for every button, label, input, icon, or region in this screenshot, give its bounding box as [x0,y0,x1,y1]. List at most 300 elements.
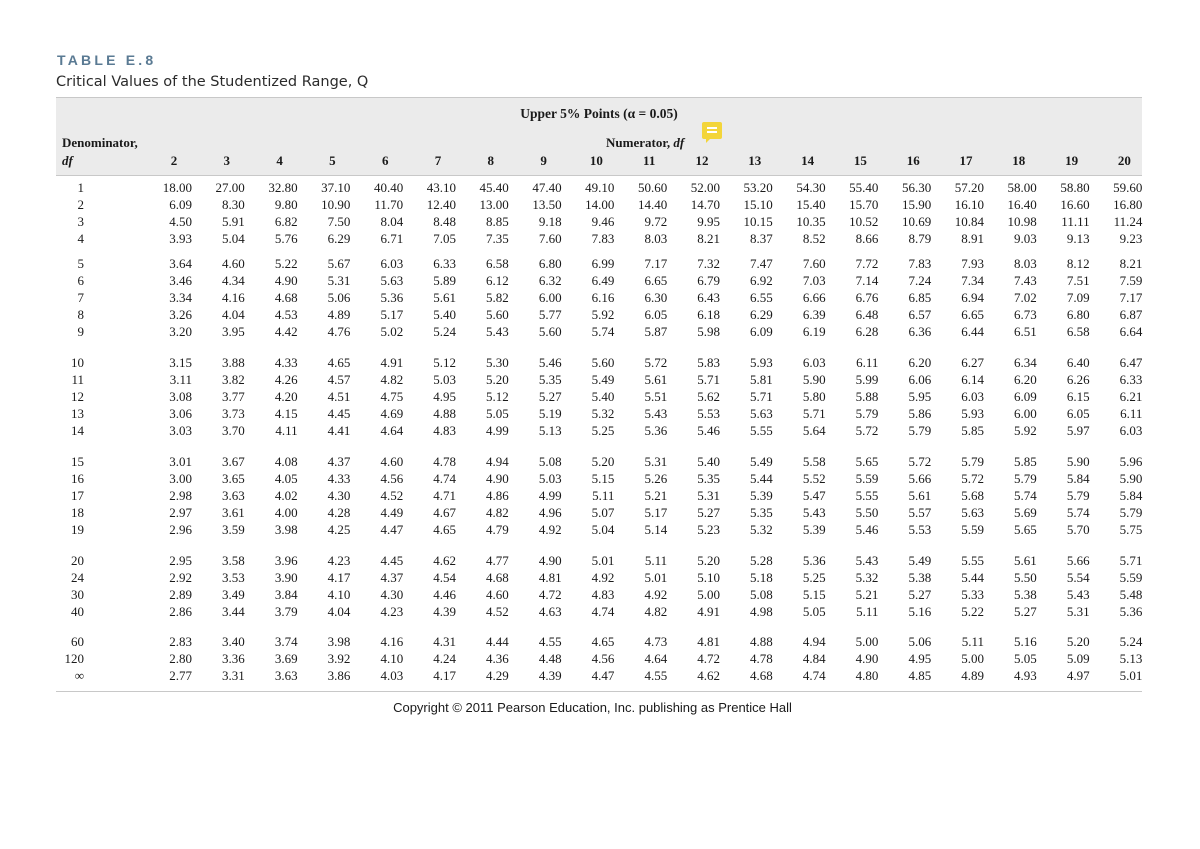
table-cell: 5.83 [697,355,720,370]
table-cell: 5.71 [697,372,720,387]
table-cell: 3.59 [222,522,245,537]
table-cell: 4.60 [486,587,509,602]
table-cell: 4.02 [274,488,298,503]
table-cell: 3.63 [274,668,298,683]
column-header: 3 [223,153,231,168]
table-cell: 5.25 [591,423,615,438]
table-cell: 6.05 [644,307,668,322]
table-cell: 4.96 [538,505,562,520]
table-cell: 6.94 [961,290,984,305]
table-cell: 6.43 [697,290,720,305]
table-cell: 10.35 [796,214,826,229]
numerator-label [606,135,684,151]
table-cell: 5.20 [486,372,509,387]
table-cell: 5.08 [750,587,773,602]
table-cell: 4.99 [486,423,509,438]
table-cell: 13.50 [532,197,562,212]
table-cell: 5.24 [1119,634,1143,649]
table-cell: 6.87 [1119,307,1143,322]
table-cell: 4.90 [855,651,879,666]
table-cell: 2.97 [169,505,192,520]
table-cell: 8.79 [908,231,932,246]
table-cell: 5.44 [750,471,773,486]
table-cell: 5.81 [750,372,773,387]
table-cell: 4.83 [591,587,615,602]
table-cell: 6.09 [1014,389,1037,404]
table-cell: 4.46 [433,587,456,602]
table-cell: 5.72 [644,355,668,370]
table-cell: 5.14 [644,522,668,537]
table-cell: 3.11 [169,372,192,387]
table-cell: 4.90 [538,553,562,568]
table-cell: 2.86 [169,604,192,619]
table-cell: 5.30 [486,355,509,370]
numerator-df-text: df [673,135,685,150]
table-cell: 5.01 [644,570,668,585]
table-cell: 3.40 [222,634,245,649]
table-cell: 5.50 [1014,570,1037,585]
table-cell: 15.40 [796,197,826,212]
table-cell: 4.86 [486,488,509,503]
table-cell: 6.65 [961,307,984,322]
table-cell: 53.20 [743,180,773,195]
table-cell: 4.45 [380,553,404,568]
table-cell: 54.30 [796,180,826,195]
table-cell: 5.36 [380,290,404,305]
table-cell: 5.43 [486,324,509,339]
table-cell: 3.63 [222,488,245,503]
column-header: 2 [170,153,178,168]
row-df-label: 7 [77,290,84,305]
table-cell: 4.68 [750,668,773,683]
table-cell: 5.16 [908,604,932,619]
column-header: 14 [801,153,815,168]
table-cell: 27.00 [215,180,245,195]
table-cell: 5.69 [1014,505,1037,520]
table-cell: 4.91 [380,355,404,370]
table-cell: 5.79 [908,423,932,438]
table-cell: 3.03 [169,423,192,438]
table-cell: 58.80 [1060,180,1090,195]
table-cell: 6.58 [1066,324,1090,339]
table-cell: 5.04 [591,522,615,537]
table-cell: 6.11 [856,355,879,370]
table-cell: 4.52 [486,604,509,619]
table-cell: 4.94 [486,454,509,469]
table-cell: 3.95 [222,324,245,339]
table-cell: 4.15 [274,406,298,421]
table-cell: 8.03 [644,231,668,246]
table-cell: 9.95 [697,214,720,229]
table-cell: 7.17 [644,256,668,271]
table-cell: 5.46 [538,355,562,370]
table-cell: 5.01 [1119,668,1143,683]
table-cell: 5.43 [1066,587,1090,602]
table-cell: 5.84 [1066,471,1090,486]
table-cell: 5.87 [644,324,668,339]
table-cell: 5.85 [1014,454,1037,469]
table-cell: 5.74 [1066,505,1090,520]
table-cell: 5.93 [750,355,773,370]
table-cell: 4.00 [274,505,298,520]
table-cell: 4.82 [380,372,404,387]
table-cell: 3.36 [222,651,245,666]
table-cell: 6.20 [908,355,932,370]
table-cell: 7.09 [1066,290,1090,305]
table-cell: 3.69 [274,651,298,666]
table-cell: 4.37 [380,570,404,585]
row-df-label: 60 [71,634,84,649]
table-cell: 3.53 [222,570,245,585]
row-df-label: 18 [71,505,84,520]
table-cell: 4.89 [961,668,984,683]
table-cell: 3.90 [274,570,298,585]
table-cell: 14.00 [585,197,615,212]
table-cell: 16.60 [1060,197,1090,212]
table-cell: 5.23 [697,522,720,537]
table-cell: 7.02 [1014,290,1037,305]
table-cell: 5.20 [591,454,615,469]
table-cell: 6.36 [908,324,932,339]
table-cell: 6.57 [908,307,932,322]
table-cell: 5.61 [908,488,932,503]
table-cell: 3.86 [327,668,351,683]
table-cell: 4.42 [274,324,298,339]
table-cell: 9.03 [1014,231,1037,246]
table-cell: 4.63 [538,604,562,619]
table-cell: 6.79 [697,273,720,288]
table-cell: 3.88 [222,355,245,370]
table-cell: 8.85 [486,214,509,229]
table-cell: 37.10 [321,180,351,195]
table-cell: 6.18 [697,307,720,322]
table-cell: 5.05 [1014,651,1037,666]
table-cell: 6.85 [908,290,932,305]
table-cell: 9.46 [591,214,615,229]
table-cell: 6.26 [1066,372,1090,387]
table-cell: 5.64 [802,423,826,438]
table-cell: 4.24 [433,651,456,666]
table-cell: 7.03 [802,273,826,288]
table-cell: 47.40 [532,180,562,195]
table-cell: 5.63 [750,406,773,421]
table-cell: 4.81 [538,570,562,585]
column-header: 5 [329,153,336,168]
table-cell: 3.84 [274,587,298,602]
table-cell: 4.85 [908,668,932,683]
table-cell: 5.36 [644,423,668,438]
numerator-text: Numerator, [606,135,671,150]
table-cell: 5.02 [380,324,404,339]
table-cell: 5.12 [433,355,456,370]
table-cell: 4.65 [591,634,615,649]
table-cell: 4.99 [538,488,562,503]
table-cell: 6.55 [750,290,773,305]
table-cell: 8.21 [697,231,720,246]
table-cell: 5.65 [855,454,879,469]
table-cell: 6.51 [1014,324,1037,339]
table-cell: 5.22 [961,604,984,619]
table-cell: 4.10 [327,587,351,602]
table-cell: 4.36 [486,651,509,666]
table-cell: 50.60 [637,180,668,195]
table-cell: 8.21 [1119,256,1143,271]
table-cell: 5.06 [908,634,932,649]
table-cell: 56.30 [901,180,932,195]
table-cell: 8.30 [222,197,245,212]
table-cell: 5.49 [750,454,773,469]
table-cell: 4.57 [327,372,351,387]
column-header: 8 [487,153,495,168]
table-cell: 4.41 [327,423,351,438]
row-df-label: 13 [71,406,84,421]
table-cell: 7.60 [802,256,826,271]
row-df-label: 9 [77,324,84,339]
table-cell: 7.32 [697,256,720,271]
table-cell: 5.01 [591,553,615,568]
table-cell: 5.61 [644,372,668,387]
table-cell: 5.31 [1066,604,1090,619]
table-cell: 6.16 [591,290,615,305]
table-cell: 4.26 [274,372,298,387]
table-cell: 4.03 [380,668,404,683]
table-cell: 16.40 [1007,197,1037,212]
table-cell: 6.82 [274,214,298,229]
table-cell: 5.92 [1014,423,1037,438]
column-header: 12 [695,153,709,168]
header-divider [56,175,1142,176]
table-cell: 6.30 [644,290,668,305]
column-header: 13 [748,153,762,168]
table-cell: 8.66 [855,231,879,246]
table-cell: 6.58 [486,256,509,271]
row-df-label: 40 [71,604,84,619]
table-cell: 16.10 [954,197,984,212]
table-cell: 2.98 [169,488,192,503]
table-cell: 5.08 [538,454,562,469]
table-cell: 4.65 [327,355,351,370]
table-cell: 4.04 [327,604,351,619]
table-cell: 5.27 [1014,604,1037,619]
table-cell: 3.98 [274,522,298,537]
table-cell: 15.90 [901,197,932,212]
table-cell: 3.70 [222,423,245,438]
table-cell: 4.95 [433,389,456,404]
table-cell: 4.47 [380,522,404,537]
table-cell: 5.20 [697,553,720,568]
table-cell: 7.72 [855,256,879,271]
table-cell: 6.00 [538,290,562,305]
table-cell: 2.80 [169,651,192,666]
table-cell: 4.97 [1066,668,1090,683]
table-cell: 5.21 [855,587,879,602]
table-cell: 13.00 [479,197,509,212]
table-cell: 4.52 [380,488,404,503]
table-cell: 5.18 [750,570,773,585]
table-cell: 4.60 [222,256,245,271]
table-cell: 5.00 [697,587,720,602]
table-cell: 5.43 [802,505,826,520]
table-cell: 6.29 [750,307,773,322]
table-cell: 4.62 [433,553,456,568]
row-df-label: 5 [77,256,84,271]
table-cell: 5.24 [433,324,456,339]
table-cell: 8.91 [961,231,984,246]
table-cell: 5.28 [750,553,773,568]
table-cell: 5.13 [1119,651,1143,666]
table-cell: 4.68 [274,290,298,305]
table-cell: 5.79 [1119,505,1143,520]
table-cell: 4.05 [274,471,298,486]
table-cell: 4.72 [697,651,720,666]
table-cell: 9.13 [1066,231,1090,246]
table-cell: 4.78 [433,454,456,469]
table-cell: 5.27 [908,587,932,602]
table-cell: 5.79 [1014,471,1037,486]
table-cell: 5.67 [327,256,351,271]
table-cell: 8.12 [1066,256,1090,271]
table-cell: 5.38 [908,570,932,585]
table-cell: 5.00 [961,651,984,666]
table-cell: 5.92 [591,307,615,322]
table-cell: 14.70 [690,197,720,212]
table-cell: 4.04 [222,307,245,322]
table-cell: 6.29 [327,231,351,246]
table-cell: 6.09 [750,324,773,339]
table-cell: 5.26 [644,471,668,486]
table-bottom-divider [56,691,1142,692]
table-cell: 5.35 [538,372,562,387]
table-cell: 4.20 [274,389,298,404]
table-cell: 11.70 [374,197,404,212]
table-cell: 5.22 [274,256,298,271]
table-cell: 7.93 [961,256,984,271]
table-cell: 5.50 [855,505,879,520]
table-cell: 5.49 [908,553,932,568]
table-cell: 3.93 [169,231,192,246]
table-cell: 5.05 [486,406,509,421]
table-cell: 5.82 [486,290,509,305]
row-df-label: ∞ [74,668,84,683]
table-cell: 7.47 [750,256,773,271]
table-cell: 5.96 [1119,454,1143,469]
table-cell: 10.84 [954,214,984,229]
table-cell: 5.25 [802,570,826,585]
column-header: 17 [959,153,973,168]
table-cell: 4.30 [380,587,404,602]
row-df-label: 1 [77,180,84,195]
table-cell: 5.55 [961,553,984,568]
table-cell: 3.00 [169,471,192,486]
table-cell: 4.39 [433,604,456,619]
table-cell: 4.33 [327,471,351,486]
table-cell: 6.09 [169,197,192,212]
table-cell: 5.09 [1066,651,1090,666]
table-cell: 4.51 [327,389,351,404]
table-cell: 45.40 [479,180,509,195]
column-header: 7 [434,153,442,168]
table-cell: 7.59 [1119,273,1143,288]
table-cell: 8.37 [750,231,773,246]
table-cell: 5.15 [802,587,826,602]
table-cell: 2.83 [169,634,192,649]
table-cell: 6.65 [644,273,668,288]
table-cell: 5.79 [855,406,879,421]
table-cell: 5.75 [1119,522,1143,537]
table-cell: 4.95 [908,651,932,666]
table-cell: 6.71 [380,231,404,246]
table-cell: 5.16 [1014,634,1037,649]
table-cell: 6.03 [380,256,404,271]
table-cell: 5.76 [274,231,298,246]
table-cell: 5.58 [802,454,826,469]
denominator-df-label: df [62,153,73,168]
table-cell: 7.14 [855,273,879,288]
table-cell: 4.55 [538,634,562,649]
table-cell: 6.19 [802,324,826,339]
table-cell: 4.56 [591,651,615,666]
row-df-label: 11 [71,372,84,387]
table-cell: 5.90 [1066,454,1090,469]
table-cell: 4.64 [380,423,404,438]
table-cell: 4.74 [433,471,456,486]
table-cell: 4.90 [486,471,509,486]
table-cell: 6.11 [1120,406,1143,421]
table-cell: 5.35 [697,471,720,486]
table-cell: 2.96 [169,522,192,537]
table-cell: 4.89 [327,307,351,322]
table-cell: 6.00 [1014,406,1037,421]
table-cell: 6.12 [486,273,509,288]
column-header: 16 [906,153,920,168]
table-cell: 7.34 [961,273,984,288]
table-cell: 3.98 [327,634,351,649]
table-cell: 3.58 [222,553,245,568]
table-cell: 4.50 [169,214,192,229]
table-cell: 5.72 [855,423,879,438]
table-cell: 7.17 [1119,290,1143,305]
table-cell: 5.15 [591,471,615,486]
table-cell: 4.17 [433,668,456,683]
column-header: 20 [1117,153,1131,168]
table-cell: 7.83 [908,256,932,271]
table-cell: 3.96 [274,553,298,568]
table-cell: 6.44 [961,324,984,339]
table-cell: 4.82 [644,604,668,619]
table-cell: 4.64 [644,651,668,666]
table-cell: 5.03 [538,471,562,486]
table-cell: 5.66 [908,471,932,486]
table-cell: 4.76 [327,324,351,339]
comment-icon[interactable] [702,122,722,139]
table-cell: 5.11 [592,488,615,503]
table-cell: 5.49 [591,372,615,387]
table-cell: 6.76 [855,290,879,305]
table-cell: 3.08 [169,389,192,404]
table-cell: 4.84 [802,651,826,666]
table-cell: 4.31 [433,634,456,649]
table-cell: 4.23 [327,553,351,568]
table-cell: 6.06 [908,372,932,387]
table-cell: 5.40 [697,454,720,469]
table-cell: 5.74 [1014,488,1037,503]
table-cell: 5.65 [1014,522,1037,537]
table-cell: 43.10 [426,180,456,195]
table-cell: 10.15 [743,214,773,229]
table-cell: 58.00 [1007,180,1037,195]
table-cell: 5.44 [961,570,984,585]
table-cell: 7.50 [327,214,351,229]
